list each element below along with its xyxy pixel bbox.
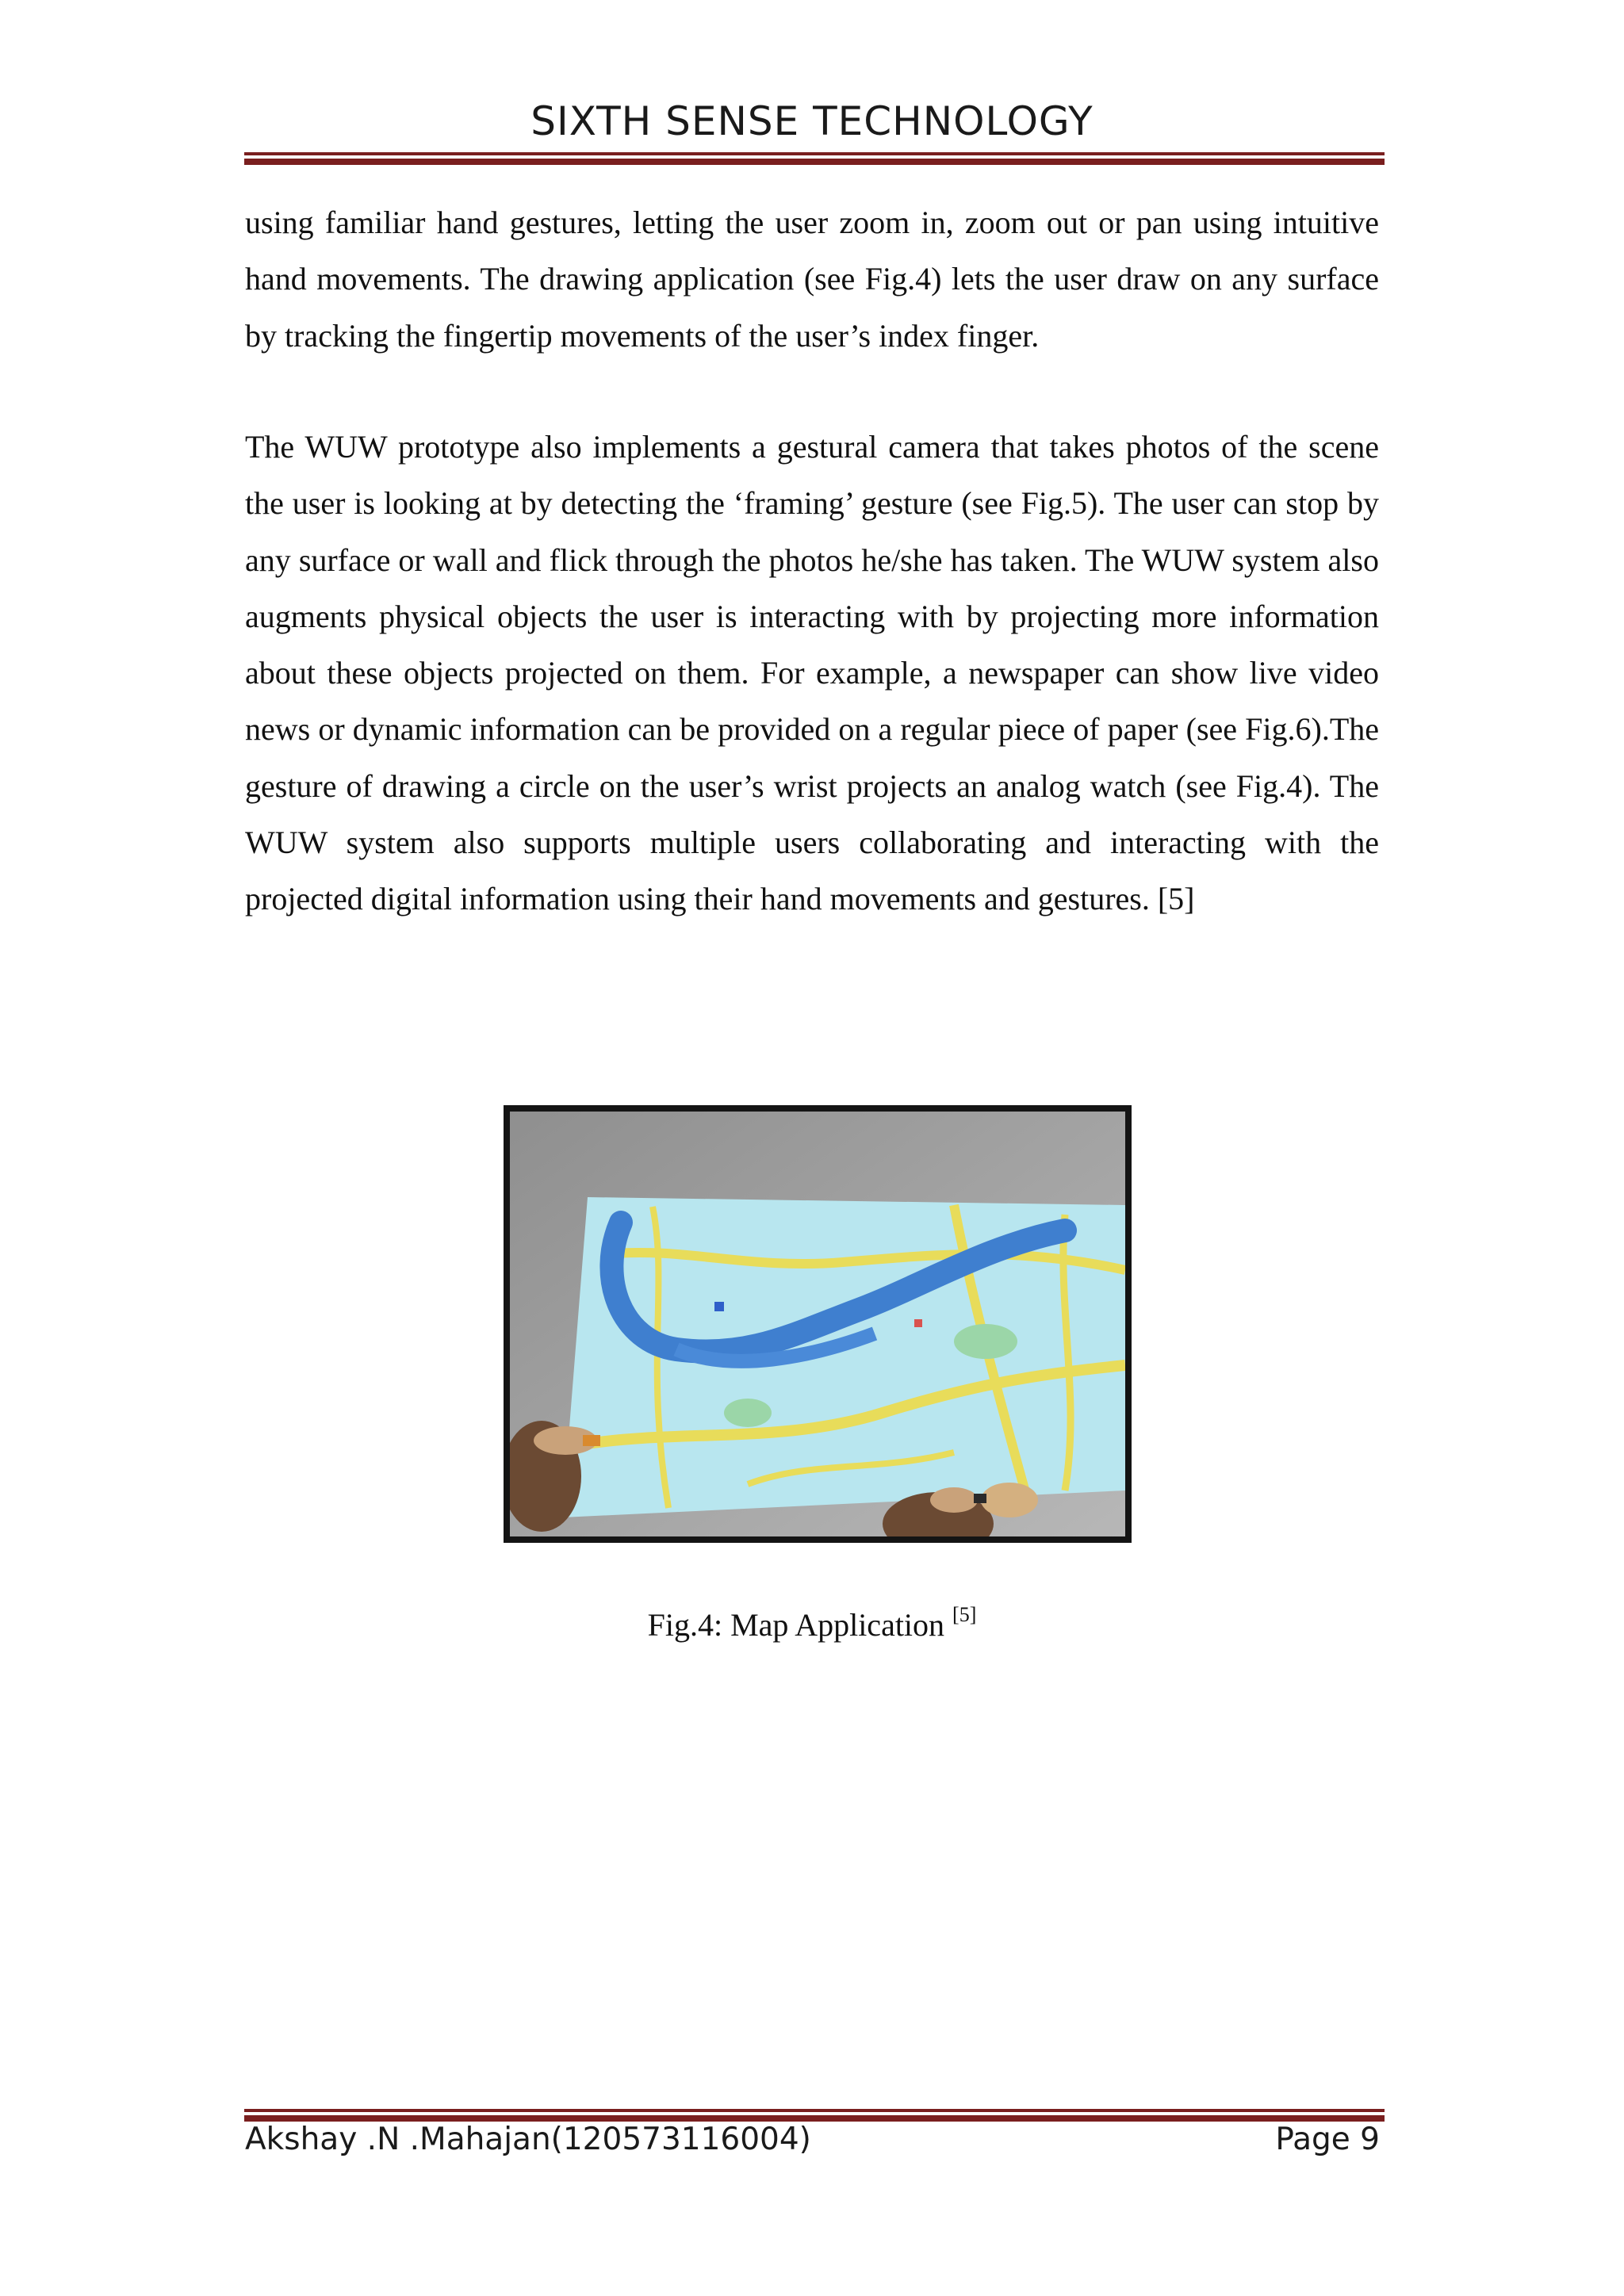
figure-caption-reference: [5] [952,1603,977,1626]
body-paragraph-1: using familiar hand gestures, letting the user zoom in, zoom out or pan using intuitive hand movements. The drawing application (see Fig.4) lets the user draw on any surface by tracking the fingertip movements of the user’s index finger. [245,205,1379,354]
header-rule [244,152,1385,165]
map-application-photo [504,1105,1132,1543]
footer-author: Akshay .N .Mahajan(120573116004) [245,2122,811,2157]
figure-caption [0,1603,1624,1644]
page-header-title: SIXTH SENSE TECHNOLOGY [530,98,1094,144]
footer-rule [244,2109,1385,2122]
map-projection-image [510,1112,1125,1536]
figure-caption-text: Fig.4: Map Application [647,1607,945,1643]
body-paragraph-2: The WUW prototype also implements a gestural camera that takes photos of the scene the user is looking at by detecting the ‘framing’ gesture (see Fig.5). The user can stop by any surface or wall and flick through the photos he/she has taken. The WUW system also augments physical objects the user is interacting with by projecting more information about these objects projected on them. For example, a newspaper can show live video news or dynamic information can be provided on a regular piece of paper (see Fig.6).The gesture of drawing a circle on the user’s wrist projects an analog watch (see Fig.4). The WUW system also supports multiple users collaborating and interacting with the projected digital information using their hand movements and gestures. [5] [245,429,1379,917]
footer-page-number: Page 9 [1275,2122,1380,2157]
